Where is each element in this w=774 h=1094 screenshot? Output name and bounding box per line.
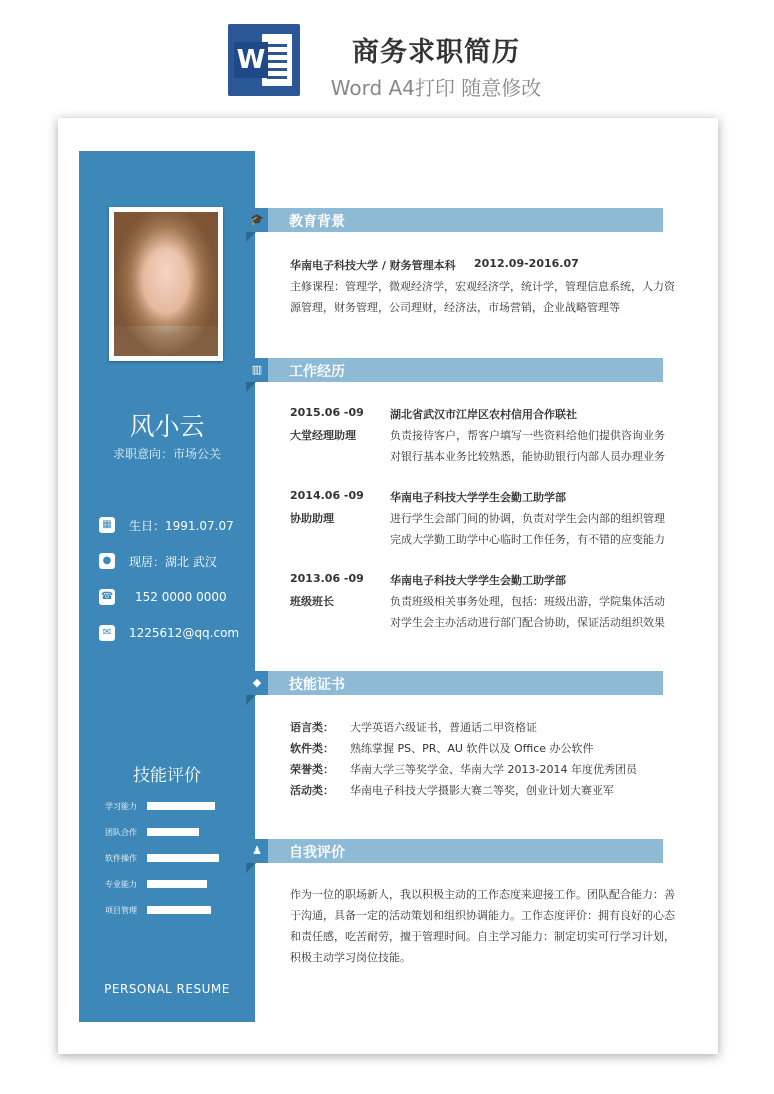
- job-intent: 求职意向：市场公关: [112, 447, 221, 461]
- skill-label: 项目管理: [105, 905, 137, 915]
- phone-row: [99, 587, 249, 607]
- education-header: [246, 208, 663, 232]
- skill-bar-row: [105, 877, 255, 891]
- profile-photo: [109, 207, 223, 361]
- birthday-text: 生日：1991.07.07: [129, 518, 234, 533]
- cert-label: 荣誉类：: [290, 763, 334, 776]
- location-pin-icon: ●: [99, 553, 115, 569]
- email-icon: ✉: [99, 625, 115, 641]
- job-desc-1: 负责接待客户，帮客户填写一些资料给他们提供咨询业务: [390, 429, 665, 442]
- cert-label: 语言类：: [290, 721, 334, 734]
- skill-bar-row: [105, 799, 255, 813]
- job-desc-1: 负责班级相关事务处理，包括：班级出游，学院集体活动: [390, 595, 665, 608]
- graduation-cap-icon: 🎓: [250, 213, 264, 226]
- self-eval-line: 作为一位的职场新人，我以积极主动的工作态度来迎接工作。团队配合能力：善: [290, 888, 675, 901]
- job-date: 2015.06 -09: [290, 406, 364, 419]
- chart-icon: ▥: [251, 363, 263, 376]
- job-date: 2014.06 -09: [290, 489, 364, 502]
- cert-label: 活动类：: [290, 784, 334, 797]
- job-desc-2: 完成大学勤工助学中心临时工作任务，有不错的应变能力: [390, 533, 665, 546]
- self-eval-line: 和责任感，吃苦耐劳，擅于管理时间。自主学习能力：制定切实可行学习计划，: [290, 930, 675, 943]
- skill-label: 软件操作: [105, 853, 137, 863]
- skill-bar-fill: [147, 880, 207, 888]
- work-header: [246, 358, 663, 382]
- job-org: 华南电子科技大学学生会勤工助学部: [390, 491, 566, 504]
- skill-bar-fill: [147, 906, 211, 914]
- education-school: 华南电子科技大学 / 财务管理本科: [290, 259, 456, 272]
- banner-subtitle: Word A4打印 随意修改: [330, 76, 542, 100]
- certs-header: [246, 671, 663, 695]
- personal-resume-label: PERSONAL RESUME: [104, 982, 230, 996]
- skill-bar-row: [105, 825, 255, 839]
- tag-icon: ◆: [252, 676, 262, 689]
- cert-value: 大学英语六级证书，普通话二甲资格证: [350, 721, 537, 734]
- job-role: 大堂经理助理: [290, 429, 356, 442]
- cert-label: 软件类：: [290, 742, 334, 755]
- self-eval-header: [246, 839, 663, 863]
- birthday-row: [99, 515, 249, 535]
- education-period: 2012.09-2016.07: [474, 257, 579, 270]
- skill-label: 专业能力: [105, 879, 137, 889]
- skill-bar-fill: [147, 802, 215, 810]
- person-icon: ♟: [252, 844, 262, 857]
- job-org: 华南电子科技大学学生会勤工助学部: [390, 574, 566, 587]
- education-courses-1: 主修课程：管理学，微观经济学，宏观经济学，统计学，管理信息系统，人力资: [290, 280, 675, 293]
- skills-title: 技能评价: [133, 766, 201, 786]
- job-desc-2: 对银行基本业务比较熟悉，能协助银行内部人员办理业务: [390, 450, 665, 463]
- job-role: 协助助理: [290, 512, 334, 525]
- education-title: 教育背景: [289, 214, 345, 230]
- cert-value: 熟练掌握 PS、PR、AU 软件以及 Office 办公软件: [350, 742, 594, 755]
- email-row: [99, 623, 249, 643]
- education-courses-2: 源管理，财务管理，公司理财，经济法，市场营销，企业战略管理等: [290, 301, 620, 314]
- location-text: 现居：湖北 武汉: [129, 554, 217, 569]
- skill-bar-fill: [147, 854, 219, 862]
- skill-bar-fill: [147, 828, 199, 836]
- word-logo-icon: [228, 24, 300, 96]
- skill-label: 学习能力: [105, 801, 137, 811]
- job-org: 湖北省武汉市江岸区农村信用合作联社: [390, 408, 577, 421]
- cert-value: 华南电子科技大学摄影大赛二等奖，创业计划大赛亚军: [350, 784, 614, 797]
- skill-bar-row: [105, 903, 255, 917]
- job-date: 2013.06 -09: [290, 572, 364, 585]
- self-eval-title: 自我评价: [289, 845, 345, 861]
- phone-icon: ☎: [99, 589, 115, 605]
- cert-value: 华南大学三等奖学金、华南大学 2013-2014 年度优秀团员: [350, 763, 637, 776]
- job-desc-2: 对学生会主办活动进行部门配合协助，保证活动组织效果: [390, 616, 665, 629]
- email-text: 1225612@qq.com: [129, 626, 240, 640]
- job-role: 班级班长: [290, 595, 334, 608]
- skill-label: 团队合作: [105, 827, 137, 837]
- word-logo-letter: W: [234, 42, 268, 78]
- sidebar: [79, 151, 255, 1022]
- resume-paper: [58, 118, 718, 1054]
- self-eval-line: 积极主动学习岗位技能。: [290, 951, 411, 964]
- banner-title: 商务求职简历: [352, 37, 520, 68]
- certs-title: 技能证书: [289, 677, 345, 693]
- candidate-name: 风小云: [129, 412, 205, 441]
- job-desc-1: 进行学生会部门间的协调，负责对学生会内部的组织管理: [390, 512, 665, 525]
- skill-bar-row: [105, 851, 255, 865]
- calendar-icon: ▦: [99, 517, 115, 533]
- location-row: [99, 551, 249, 571]
- work-title: 工作经历: [289, 364, 345, 380]
- self-eval-line: 于沟通，具备一定的活动策划和组织协调能力。工作态度评价：拥有良好的心态: [290, 909, 675, 922]
- phone-text: 152 0000 0000: [135, 590, 227, 604]
- page-banner: [0, 0, 774, 110]
